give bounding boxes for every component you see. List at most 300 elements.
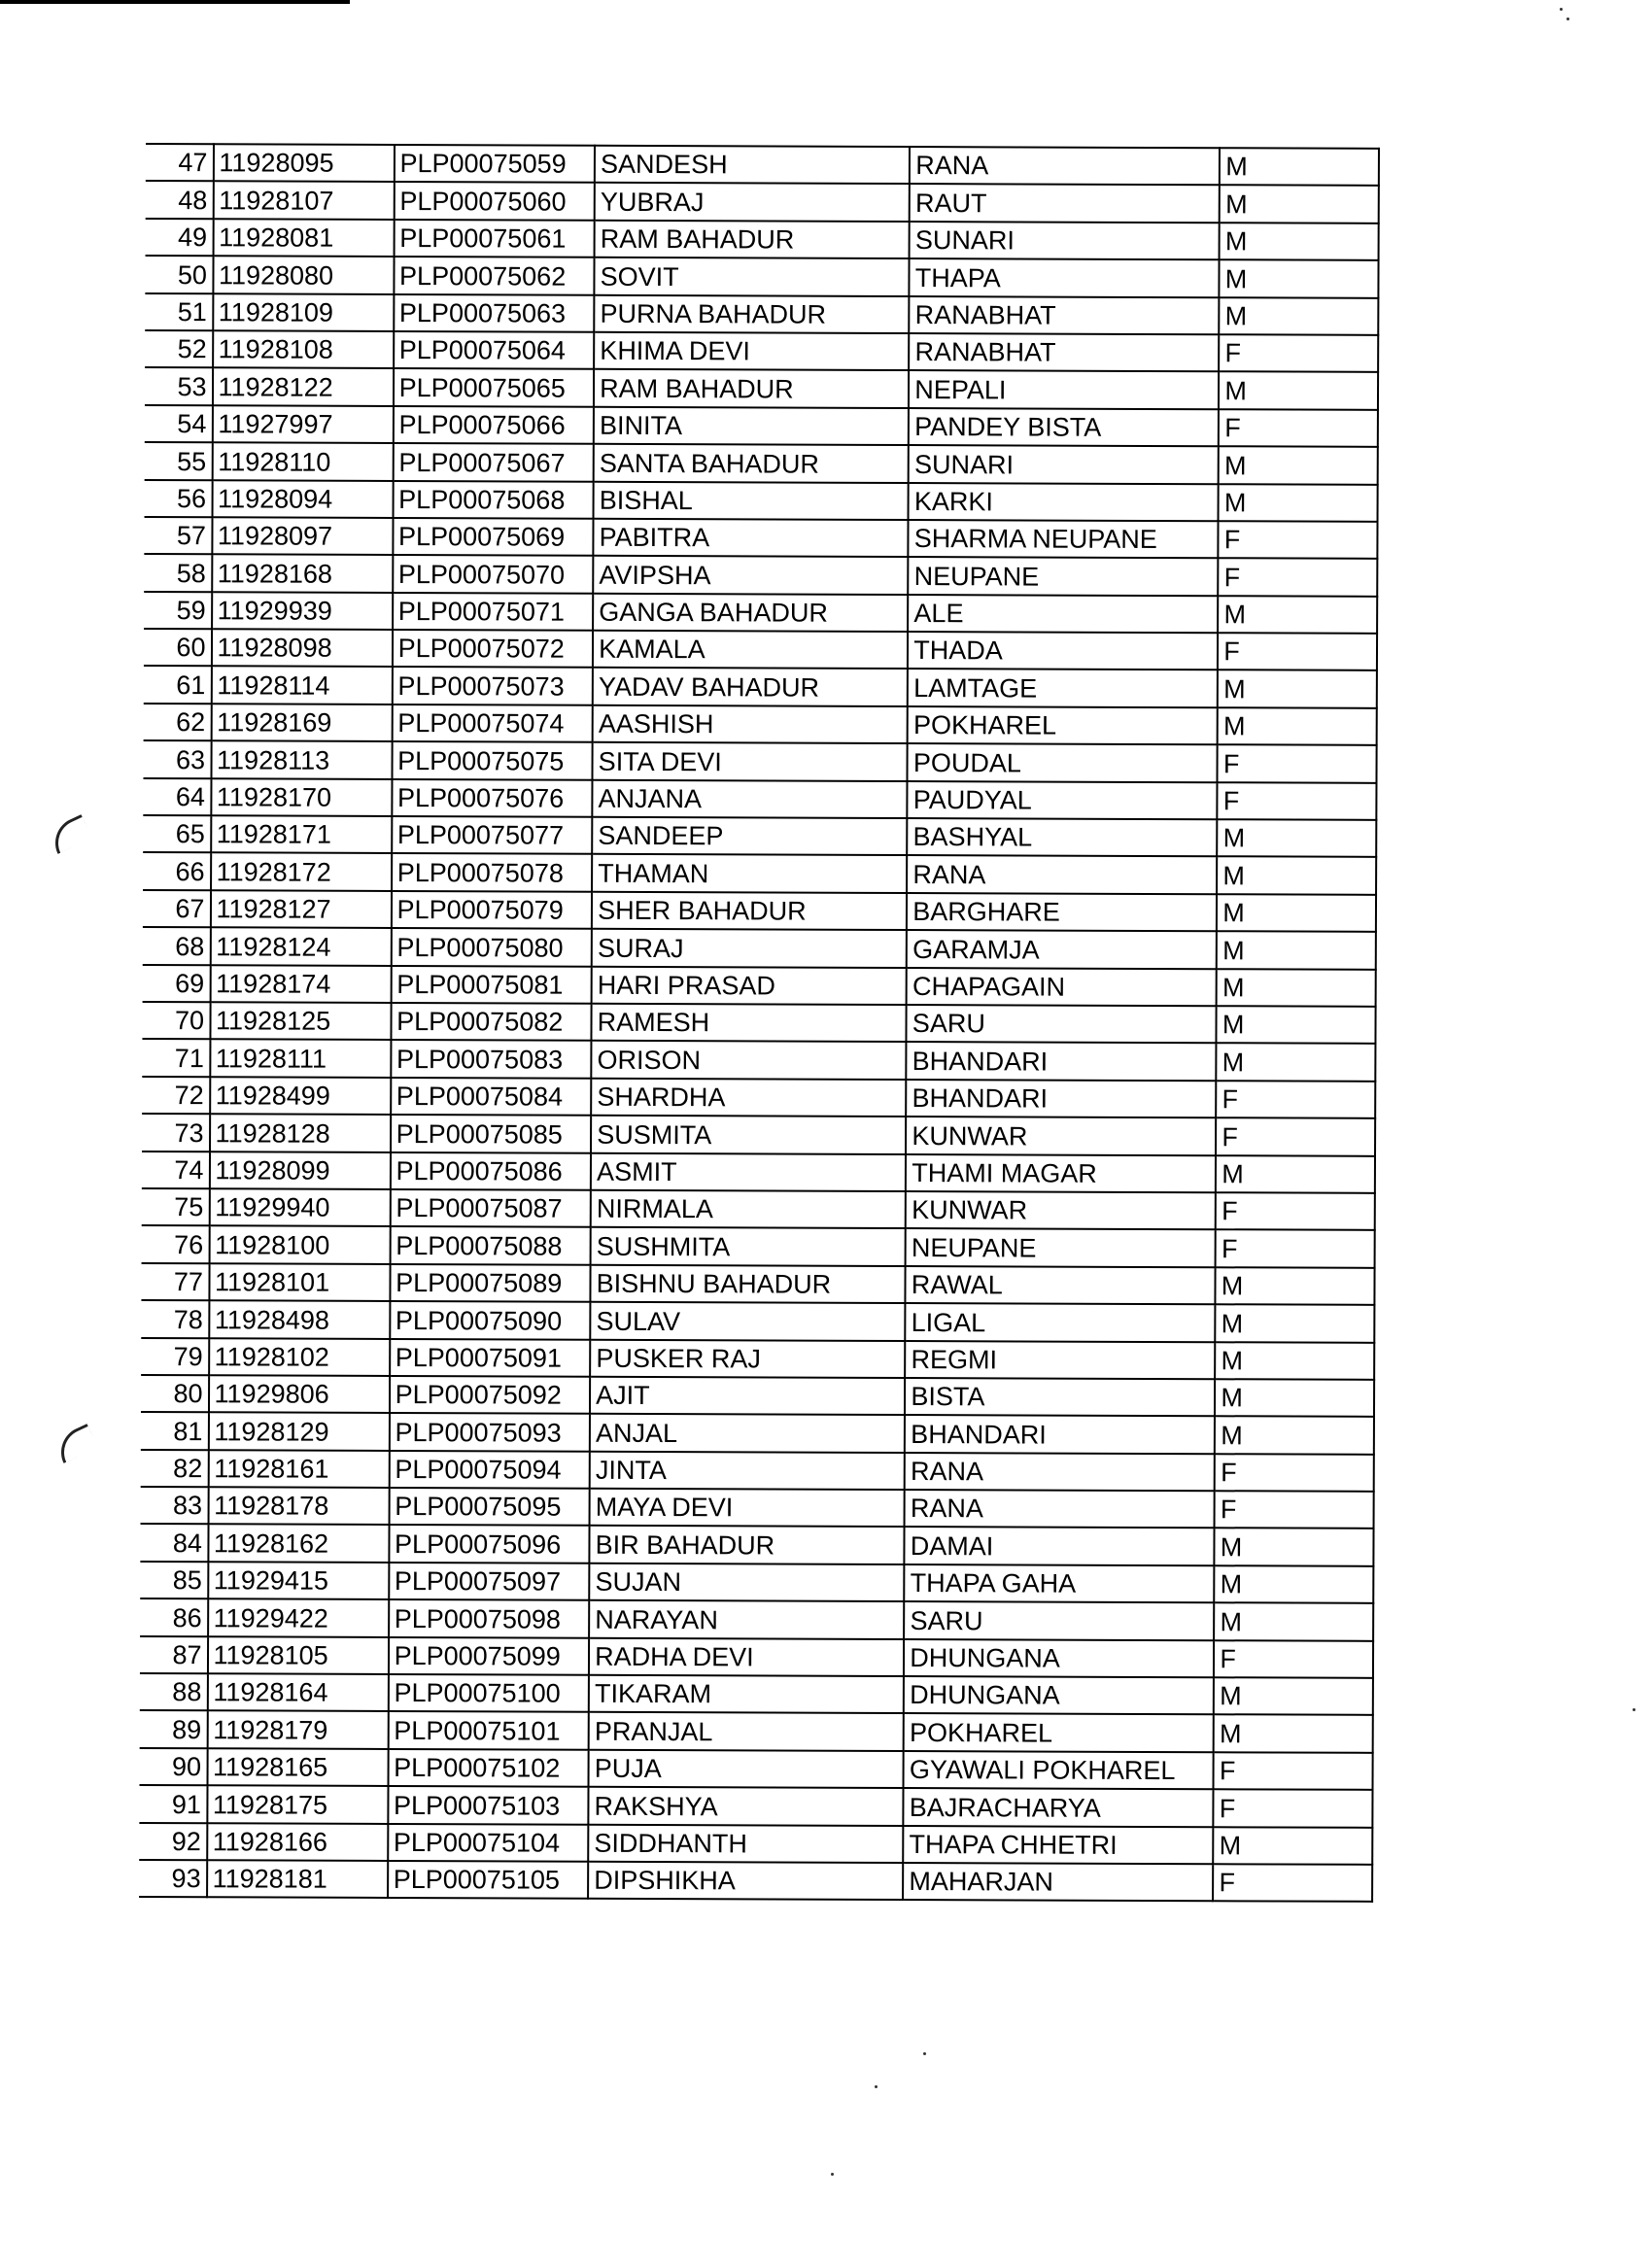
registration-number-cell: PLP00075085: [391, 1115, 592, 1152]
last-name-cell: RANABHAT: [910, 296, 1220, 335]
gender-cell: M: [1217, 1006, 1376, 1044]
first-name-cell: THAMAN: [592, 854, 907, 893]
serial-number-cell: 59: [145, 592, 212, 630]
last-name-cell: BHANDARI: [907, 1042, 1217, 1081]
registration-number-cell: PLP00075060: [394, 182, 595, 220]
registration-number-cell: PLP00075075: [392, 741, 593, 779]
serial-number-cell: 68: [144, 927, 211, 965]
serial-number-cell: 61: [145, 666, 212, 704]
last-name-cell: THAPA GAHA: [905, 1564, 1215, 1603]
last-name-cell: ALE: [908, 595, 1218, 634]
punch-hole-mark: [52, 1424, 98, 1463]
gender-cell: M: [1217, 969, 1376, 1007]
registration-number-cell: PLP00075071: [393, 593, 594, 631]
serial-number-cell: 78: [142, 1300, 209, 1338]
table-row: [141, 1748, 1373, 1790]
registration-number-cell: PLP00075089: [390, 1264, 591, 1302]
serial-number-cell: 91: [140, 1785, 207, 1823]
student-id-cell: 11928099: [209, 1151, 390, 1189]
serial-number-cell: 58: [145, 554, 212, 592]
last-name-cell: RAWAL: [906, 1266, 1216, 1305]
table-row: [141, 1598, 1373, 1640]
serial-number-cell: 82: [142, 1450, 209, 1488]
gender-cell: F: [1216, 1230, 1375, 1268]
first-name-cell: NIRMALA: [591, 1190, 906, 1229]
last-name-cell: KUNWAR: [906, 1191, 1216, 1230]
last-name-cell: RANABHAT: [909, 333, 1219, 372]
registration-number-cell: PLP00075087: [390, 1189, 591, 1227]
student-id-cell: 11928108: [213, 330, 394, 368]
serial-number-cell: 72: [143, 1077, 210, 1115]
registration-number-cell: PLP00075076: [392, 779, 593, 817]
gender-cell: M: [1214, 1677, 1373, 1715]
last-name-cell: KUNWAR: [906, 1117, 1216, 1155]
scan-edge-line: [0, 0, 350, 4]
serial-number-cell: 71: [143, 1039, 210, 1077]
registration-number-cell: PLP00075072: [393, 630, 594, 668]
serial-number-cell: 54: [146, 405, 213, 443]
first-name-cell: RAM BAHADUR: [594, 369, 909, 408]
first-name-cell: PUSKER RAJ: [590, 1339, 905, 1378]
registration-number-cell: PLP00075086: [390, 1152, 591, 1190]
first-name-cell: PURNA BAHADUR: [594, 294, 909, 333]
student-id-cell: 11928101: [209, 1263, 390, 1301]
gender-cell: F: [1214, 1640, 1373, 1678]
registration-number-cell: PLP00075081: [391, 966, 592, 1004]
first-name-cell: BISHAL: [594, 481, 909, 520]
gender-cell: M: [1215, 1529, 1374, 1566]
registration-number-cell: PLP00075097: [389, 1563, 590, 1600]
table-row: [146, 256, 1378, 297]
gender-cell: M: [1217, 931, 1376, 969]
serial-number-cell: 60: [145, 629, 212, 667]
registration-number-cell: PLP00075101: [388, 1711, 589, 1749]
last-name-cell: DHUNGANA: [904, 1676, 1214, 1715]
table-row: [140, 1785, 1372, 1827]
serial-number-cell: 67: [144, 890, 211, 928]
student-id-cell: 11928165: [207, 1748, 388, 1786]
gender-cell: M: [1220, 223, 1379, 260]
gender-cell: M: [1214, 1715, 1373, 1753]
last-name-cell: CHAPAGAIN: [907, 968, 1217, 1007]
serial-number-cell: 53: [146, 367, 213, 405]
gender-cell: F: [1218, 744, 1377, 782]
first-name-cell: SANDEEP: [592, 817, 907, 856]
student-id-cell: 11928172: [211, 853, 392, 891]
first-name-cell: SIDDHANTH: [588, 1824, 903, 1863]
table-row: [141, 1673, 1373, 1715]
gender-cell: F: [1216, 1081, 1375, 1118]
last-name-cell: DHUNGANA: [904, 1639, 1214, 1678]
first-name-cell: SUSMITA: [591, 1116, 906, 1154]
gender-cell: F: [1219, 409, 1378, 447]
serial-number-cell: 89: [141, 1710, 208, 1748]
table-row: [144, 740, 1376, 782]
student-id-cell: 11928105: [207, 1636, 388, 1674]
registration-number-cell: PLP00075066: [393, 406, 594, 444]
gender-cell: F: [1214, 1752, 1373, 1790]
first-name-cell: ASMIT: [591, 1152, 906, 1191]
registration-number-cell: PLP00075064: [394, 331, 595, 369]
last-name-cell: LIGAL: [906, 1303, 1216, 1342]
student-id-cell: 11928170: [211, 778, 392, 816]
gender-cell: M: [1217, 894, 1376, 932]
registration-number-cell: PLP00075095: [389, 1488, 590, 1526]
first-name-cell: SUSHMITA: [591, 1227, 906, 1266]
gender-cell: F: [1218, 633, 1377, 670]
table-row: [142, 1375, 1374, 1417]
serial-number-cell: 93: [140, 1860, 207, 1898]
last-name-cell: DAMAI: [905, 1527, 1215, 1565]
gender-cell: M: [1215, 1417, 1374, 1455]
last-name-cell: RANA: [905, 1490, 1215, 1529]
serial-number-cell: 75: [143, 1188, 210, 1226]
last-name-cell: THAMI MAGAR: [906, 1154, 1216, 1193]
table-row: [142, 1263, 1374, 1305]
student-list-table: [139, 143, 1380, 1903]
last-name-cell: SHARMA NEUPANE: [909, 520, 1219, 559]
serial-number-cell: 74: [143, 1151, 210, 1189]
table-row: [143, 1077, 1375, 1118]
table-row: [146, 293, 1378, 335]
student-id-cell: 11928171: [211, 815, 392, 853]
gender-cell: M: [1218, 670, 1377, 708]
last-name-cell: BHANDARI: [906, 1080, 1216, 1118]
student-id-cell: 11928081: [213, 219, 394, 257]
registration-number-cell: PLP00075088: [390, 1226, 591, 1264]
student-id-cell: 11929415: [208, 1562, 389, 1599]
serial-number-cell: 92: [140, 1823, 207, 1861]
gender-cell: M: [1218, 596, 1377, 634]
student-id-cell: 11928168: [212, 555, 393, 593]
serial-number-cell: 65: [144, 815, 211, 853]
last-name-cell: RAUT: [910, 184, 1220, 223]
serial-number-cell: 80: [142, 1375, 209, 1413]
last-name-cell: POKHAREL: [908, 706, 1218, 745]
table-row: [146, 330, 1378, 372]
scan-speck: [831, 2173, 834, 2176]
registration-number-cell: PLP00075069: [393, 518, 594, 556]
registration-number-cell: PLP00075077: [392, 816, 593, 854]
serial-number-cell: 84: [141, 1524, 208, 1562]
first-name-cell: RAM BAHADUR: [595, 221, 910, 259]
table-row: [144, 927, 1376, 969]
last-name-cell: BHANDARI: [905, 1415, 1215, 1454]
registration-number-cell: PLP00075103: [388, 1786, 589, 1824]
student-id-cell: 11929939: [212, 592, 393, 630]
last-name-cell: NEUPANE: [906, 1228, 1216, 1267]
table-row: [146, 442, 1378, 484]
serial-number-cell: 79: [142, 1337, 209, 1375]
table-row: [146, 405, 1378, 447]
student-id-cell: 11928174: [210, 965, 391, 1003]
table-row: [140, 1860, 1372, 1902]
student-id-cell: 11928125: [210, 1002, 391, 1040]
last-name-cell: SARU: [907, 1005, 1217, 1044]
serial-number-cell: 64: [144, 778, 211, 816]
registration-number-cell: PLP00075102: [388, 1749, 589, 1787]
last-name-cell: GARAMJA: [907, 930, 1217, 969]
gender-cell: M: [1218, 819, 1377, 857]
gender-cell: M: [1220, 297, 1379, 335]
gender-cell: F: [1214, 1789, 1373, 1827]
first-name-cell: MAYA DEVI: [590, 1489, 905, 1528]
student-id-cell: 11928114: [211, 667, 392, 704]
serial-number-cell: 85: [141, 1562, 208, 1599]
serial-number-cell: 63: [144, 740, 211, 778]
table-row: [145, 704, 1377, 745]
last-name-cell: BARGHARE: [907, 893, 1217, 932]
first-name-cell: SHER BAHADUR: [592, 892, 907, 931]
first-name-cell: BISHNU BAHADUR: [591, 1264, 906, 1303]
first-name-cell: SURAJ: [592, 929, 907, 968]
first-name-cell: SANDESH: [595, 146, 910, 185]
serial-number-cell: 50: [146, 256, 213, 293]
table-row: [141, 1636, 1373, 1678]
serial-number-cell: 90: [141, 1748, 208, 1786]
serial-number-cell: 57: [145, 517, 212, 555]
table-row: [143, 1002, 1375, 1044]
last-name-cell: GYAWALI POKHAREL: [904, 1751, 1214, 1790]
student-id-cell: 11927997: [212, 405, 393, 443]
student-id-cell: 11928178: [208, 1487, 389, 1525]
registration-number-cell: PLP00075063: [394, 294, 595, 332]
gender-cell: M: [1214, 1602, 1373, 1640]
table-row: [146, 367, 1378, 409]
serial-number-cell: 52: [146, 330, 213, 368]
registration-number-cell: PLP00075100: [388, 1674, 589, 1712]
registration-number-cell: PLP00075082: [391, 1003, 592, 1041]
first-name-cell: BINITA: [594, 407, 909, 446]
table-row: [144, 852, 1376, 894]
last-name-cell: BISTA: [905, 1378, 1215, 1417]
gender-cell: M: [1218, 707, 1377, 745]
first-name-cell: YADAV BAHADUR: [593, 668, 908, 706]
registration-number-cell: PLP00075083: [391, 1040, 592, 1078]
registration-number-cell: PLP00075079: [392, 891, 593, 929]
student-id-cell: 11928498: [209, 1300, 390, 1338]
student-id-cell: 11928169: [211, 704, 392, 741]
student-id-cell: 11928499: [210, 1077, 391, 1115]
gender-cell: M: [1215, 1379, 1374, 1417]
gender-cell: F: [1215, 1454, 1374, 1492]
gender-cell: M: [1215, 1565, 1374, 1603]
last-name-cell: PANDEY BISTA: [909, 408, 1219, 447]
registration-number-cell: PLP00075073: [392, 667, 593, 704]
last-name-cell: POKHAREL: [904, 1713, 1214, 1752]
gender-cell: M: [1216, 1155, 1375, 1193]
student-id-cell: 11928111: [210, 1040, 391, 1078]
last-name-cell: REGMI: [905, 1341, 1215, 1380]
first-name-cell: ORISON: [591, 1041, 906, 1080]
table-row: [141, 1524, 1373, 1565]
student-id-cell: 11928129: [208, 1413, 389, 1451]
registration-number-cell: PLP00075070: [393, 555, 594, 593]
first-name-cell: HARI PRASAD: [592, 966, 907, 1005]
serial-number-cell: 51: [146, 293, 213, 331]
first-name-cell: SHARDHA: [591, 1079, 906, 1117]
gender-cell: F: [1215, 1491, 1374, 1529]
scan-speck: [1560, 8, 1563, 11]
table-row: [142, 1337, 1374, 1379]
first-name-cell: JINTA: [590, 1451, 905, 1490]
student-id-cell: 11929940: [209, 1188, 390, 1226]
gender-cell: M: [1220, 186, 1379, 223]
table-row: [143, 1225, 1375, 1267]
gender-cell: M: [1219, 446, 1378, 484]
table-row: [145, 666, 1377, 707]
registration-number-cell: PLP00075098: [389, 1599, 590, 1637]
student-id-cell: 11928175: [207, 1785, 388, 1823]
serial-number-cell: 47: [147, 144, 214, 182]
scan-speck: [1633, 1708, 1635, 1711]
serial-number-cell: 49: [147, 219, 214, 257]
student-id-cell: 11928109: [213, 293, 394, 331]
first-name-cell: SOVIT: [595, 258, 910, 296]
registration-number-cell: PLP00075084: [391, 1078, 592, 1116]
table-row: [142, 1450, 1374, 1492]
student-id-cell: 11928102: [209, 1338, 390, 1376]
registration-number-cell: PLP00075059: [394, 145, 595, 183]
gender-cell: M: [1217, 1044, 1376, 1082]
serial-number-cell: 70: [143, 1002, 210, 1040]
gender-cell: F: [1213, 1864, 1372, 1902]
student-id-cell: 11928100: [209, 1226, 390, 1264]
student-id-cell: 11928094: [212, 480, 393, 518]
last-name-cell: SUNARI: [910, 222, 1220, 260]
serial-number-cell: 76: [143, 1225, 210, 1263]
table-row: [146, 480, 1378, 522]
table-row: [140, 1823, 1372, 1865]
first-name-cell: NARAYAN: [589, 1600, 904, 1639]
serial-number-cell: 77: [142, 1263, 209, 1301]
table-row: [144, 965, 1376, 1007]
student-id-cell: 11928110: [212, 442, 393, 480]
gender-cell: M: [1220, 148, 1379, 186]
student-id-cell: 11928162: [208, 1525, 389, 1563]
table-row: [145, 629, 1377, 670]
first-name-cell: SANTA BAHADUR: [594, 444, 909, 483]
serial-number-cell: 55: [146, 442, 213, 480]
gender-cell: F: [1218, 782, 1377, 820]
registration-number-cell: PLP00075104: [388, 1824, 589, 1862]
student-id-cell: 11928080: [213, 256, 394, 293]
punch-hole-mark: [47, 814, 92, 854]
first-name-cell: RAMESH: [592, 1004, 907, 1043]
gender-cell: M: [1216, 1267, 1375, 1305]
table-row: [143, 1039, 1375, 1081]
table-row: [143, 1151, 1375, 1193]
last-name-cell: RANA: [905, 1453, 1215, 1492]
first-name-cell: KHIMA DEVI: [594, 332, 909, 371]
gender-cell: F: [1219, 521, 1378, 559]
student-id-cell: 11928124: [210, 927, 391, 965]
serial-number-cell: 69: [144, 965, 211, 1003]
gender-cell: M: [1217, 857, 1376, 895]
registration-number-cell: PLP00075092: [390, 1376, 591, 1414]
last-name-cell: POUDAL: [908, 743, 1218, 782]
last-name-cell: THADA: [908, 632, 1218, 670]
last-name-cell: THAPA CHHETRI: [904, 1826, 1214, 1865]
student-list-body: [140, 144, 1379, 1902]
table-row: [144, 778, 1376, 820]
table-row: [147, 144, 1379, 186]
serial-number-cell: 48: [147, 181, 214, 219]
table-row: [145, 592, 1377, 634]
gender-cell: F: [1219, 334, 1378, 372]
student-id-cell: 11928122: [212, 368, 393, 406]
first-name-cell: TIKARAM: [589, 1675, 904, 1714]
gender-cell: M: [1220, 259, 1379, 297]
scan-speck: [1566, 17, 1569, 20]
registration-number-cell: PLP00075065: [394, 368, 595, 406]
last-name-cell: KARKI: [909, 483, 1219, 522]
first-name-cell: PRANJAL: [589, 1712, 904, 1751]
first-name-cell: SUJAN: [589, 1564, 904, 1602]
table-row: [144, 890, 1376, 932]
serial-number-cell: 87: [141, 1636, 208, 1674]
student-id-cell: 11929806: [208, 1375, 389, 1413]
student-id-cell: 11928164: [207, 1673, 388, 1711]
first-name-cell: RADHA DEVI: [589, 1637, 904, 1676]
first-name-cell: AJIT: [590, 1377, 905, 1416]
last-name-cell: SUNARI: [909, 445, 1219, 484]
last-name-cell: RANA: [910, 147, 1220, 186]
table-row: [141, 1710, 1373, 1752]
scan-speck: [875, 2085, 878, 2088]
table-row: [144, 815, 1376, 857]
registration-number-cell: PLP00075091: [390, 1338, 591, 1376]
registration-number-cell: PLP00075061: [394, 220, 595, 258]
first-name-cell: YUBRAJ: [595, 183, 910, 222]
table-row: [147, 219, 1379, 260]
last-name-cell: BASHYAL: [908, 818, 1218, 857]
serial-number-cell: 62: [145, 704, 212, 741]
last-name-cell: PAUDYAL: [908, 781, 1218, 820]
student-id-cell: 11928107: [213, 182, 394, 220]
student-id-cell: 11928179: [207, 1711, 388, 1749]
registration-number-cell: PLP00075099: [389, 1637, 590, 1675]
first-name-cell: KAMALA: [593, 631, 908, 670]
last-name-cell: RANA: [907, 855, 1217, 894]
registration-number-cell: PLP00075090: [390, 1301, 591, 1339]
student-id-cell: 11928181: [207, 1860, 388, 1898]
last-name-cell: SARU: [904, 1601, 1214, 1640]
first-name-cell: BIR BAHADUR: [590, 1526, 905, 1564]
first-name-cell: SITA DEVI: [593, 742, 908, 781]
table-row: [145, 554, 1377, 596]
gender-cell: M: [1216, 1304, 1375, 1342]
serial-number-cell: 83: [142, 1487, 209, 1525]
registration-number-cell: PLP00075096: [389, 1525, 590, 1563]
registration-number-cell: PLP00075074: [392, 704, 593, 742]
registration-number-cell: PLP00075080: [391, 928, 592, 966]
table-row: [142, 1412, 1374, 1454]
table-row: [147, 181, 1379, 223]
student-id-cell: 11928127: [210, 890, 391, 928]
last-name-cell: THAPA: [910, 258, 1220, 297]
registration-number-cell: PLP00075093: [389, 1413, 590, 1451]
registration-number-cell: PLP00075062: [394, 257, 595, 294]
gender-cell: M: [1219, 372, 1378, 410]
last-name-cell: MAHARJAN: [903, 1863, 1213, 1902]
last-name-cell: NEUPANE: [909, 557, 1219, 596]
registration-number-cell: PLP00075094: [389, 1451, 590, 1489]
student-id-cell: 11928128: [210, 1114, 391, 1151]
gender-cell: M: [1214, 1827, 1373, 1865]
table-row: [142, 1300, 1374, 1342]
student-id-cell: 11928113: [211, 741, 392, 779]
